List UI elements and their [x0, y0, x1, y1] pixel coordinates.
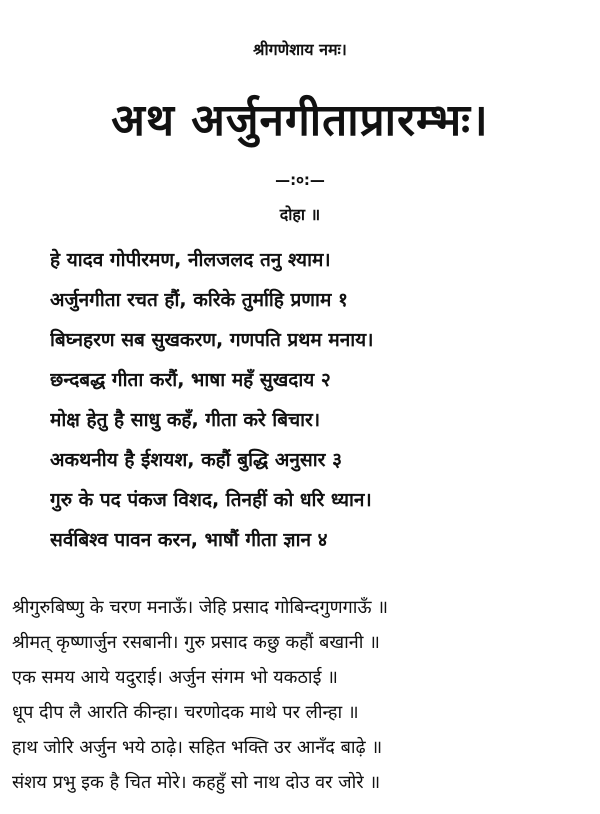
chaupai-line: संशय प्रभु इक है चित मोरे। कहहुँ सो नाथ दोउ वर जोरे ॥	[12, 772, 381, 793]
doha-line: अकथनीय है ईशयश, कहौं बुद्धि अनुसार ३	[50, 449, 342, 471]
doha-line: मोक्ष हेतु है साधु कहँ, गीता करे बिचार।	[50, 409, 321, 431]
chaupai-line: हाथ जोरि अर्जुन भये ठाढ़े। सहित भक्ति उर आनँद बाढ़े ॥	[12, 737, 383, 758]
section-heading-doha: दोहा ॥	[279, 205, 321, 224]
doha-line: छन्दबद्ध गीता करौं, भाषा महँ सुखदाय २	[50, 369, 331, 391]
doha-line: गुरु के पद पंकज विशद, तिनहीं को धरि ध्यान।	[50, 489, 372, 511]
chaupai-line: श्रीगुरुबिष्णु के चरण मनाऊँ। जेहि प्रसाद गोबिन्दगुणगाऊँ ॥	[12, 597, 389, 618]
chaupai-line: एक समय आये यदुराई। अर्जुन संगम भो यकठाई ॥	[12, 667, 338, 688]
doha-line: हे यादव गोपीरमण, नीलजलद तनु श्याम।	[50, 249, 331, 271]
page-title: अथ अर्जुनगीताप्रारम्भः।	[111, 95, 489, 146]
doha-line: अर्जुनगीता रचत हौं, करिके तुर्माहि प्रणाम १	[50, 289, 348, 311]
doha-line: बिघ्नहरण सब सुखकरण, गणपति प्रथम मनाय।	[50, 329, 374, 351]
ornamental-separator: —:०:—	[275, 171, 325, 189]
chaupai-line: धूप दीप लै आरति कीन्हा। चरणोदक माथे पर लीन्हा ॥	[12, 702, 359, 723]
doha-line: सर्वबिश्व पावन करन, भाषौं गीता ज्ञान ४	[50, 529, 328, 551]
doha-block	[50, 240, 520, 560]
chaupai-line: श्रीमत् कृष्णार्जुन रसबानी। गुरु प्रसाद कछु कहौं बखानी ॥	[12, 632, 380, 653]
chaupai-block	[12, 590, 592, 800]
invocation-line: श्रीगणेशाय नमः।	[253, 40, 347, 59]
